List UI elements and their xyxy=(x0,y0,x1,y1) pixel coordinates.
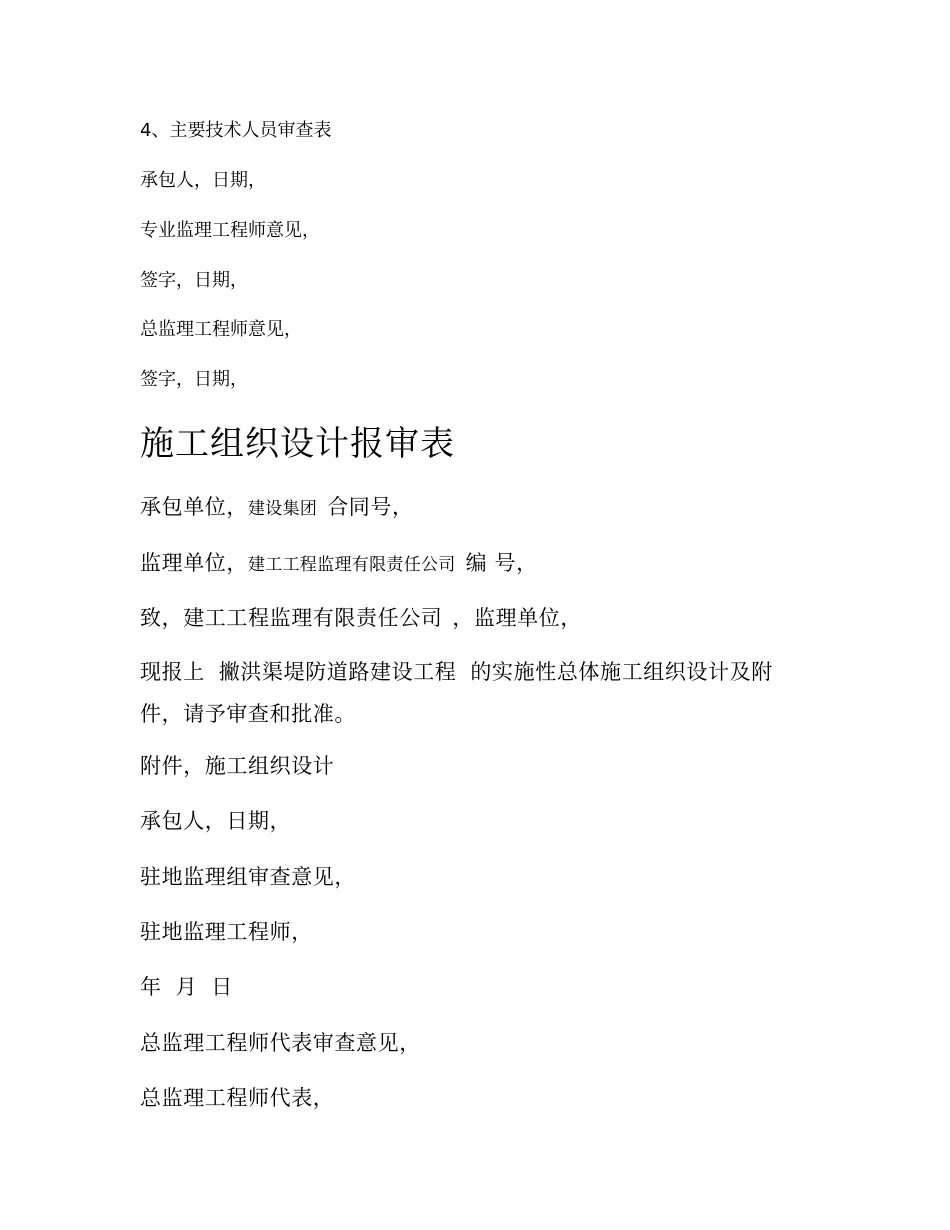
sign-date-line-2: 签字，日期， xyxy=(140,369,248,390)
month-label: 月 xyxy=(175,975,198,999)
serial-no-label: 编 号， xyxy=(465,551,538,575)
contractor-date-line: 承包人，日期， xyxy=(140,170,266,191)
sign-date-line: 签字，日期， xyxy=(140,270,248,291)
year-label: 年 xyxy=(140,975,162,999)
contract-no-label: 合同号， xyxy=(327,495,414,519)
addressee-suffix: ，监理单位， xyxy=(452,606,583,630)
date-ymd-line xyxy=(140,975,233,1000)
resident-opinion-line: 驻地监理组审查意见， xyxy=(140,865,356,889)
contractor-unit-line xyxy=(140,495,414,520)
addressee-prefix: 致， xyxy=(140,606,184,630)
contractor-date-line-2: 承包人，日期， xyxy=(140,809,292,833)
resident-engineer-line: 驻地监理工程师， xyxy=(140,920,313,944)
supervision-unit-value: 建工工程监理有限责任公司 xyxy=(248,555,456,575)
supervision-unit-label: 监理单位， xyxy=(140,551,248,575)
addressee-company: 建工工程监理有限责任公司 xyxy=(183,606,443,630)
report-paragraph xyxy=(140,651,810,735)
form-title: 施工组织设计报审表 xyxy=(140,424,455,464)
deputy-opinion-line: 总监理工程师代表审查意见， xyxy=(140,1031,421,1055)
contractor-unit-value: 建设集团 xyxy=(248,499,318,519)
chief-opinion-line: 总监理工程师意见， xyxy=(140,319,302,340)
addressee-line xyxy=(140,606,582,631)
report-suffix: 的实施性总体施工组织设计及附件，请予审查和批准。 xyxy=(140,660,773,726)
day-label: 日 xyxy=(211,975,233,999)
contractor-unit-label: 承包单位， xyxy=(140,495,248,519)
deputy-line: 总监理工程师代表， xyxy=(140,1086,335,1110)
item-title: 4、主要技术人员审查表 xyxy=(140,120,332,141)
attachment-line: 附件，施工组织设计 xyxy=(140,754,335,778)
report-project: 撇洪渠堤防道路建设工程 xyxy=(218,660,457,684)
specialist-opinion-line: 专业监理工程师意见， xyxy=(140,220,320,241)
supervision-unit-line xyxy=(140,551,538,576)
report-prefix: 现报上 xyxy=(140,660,205,684)
